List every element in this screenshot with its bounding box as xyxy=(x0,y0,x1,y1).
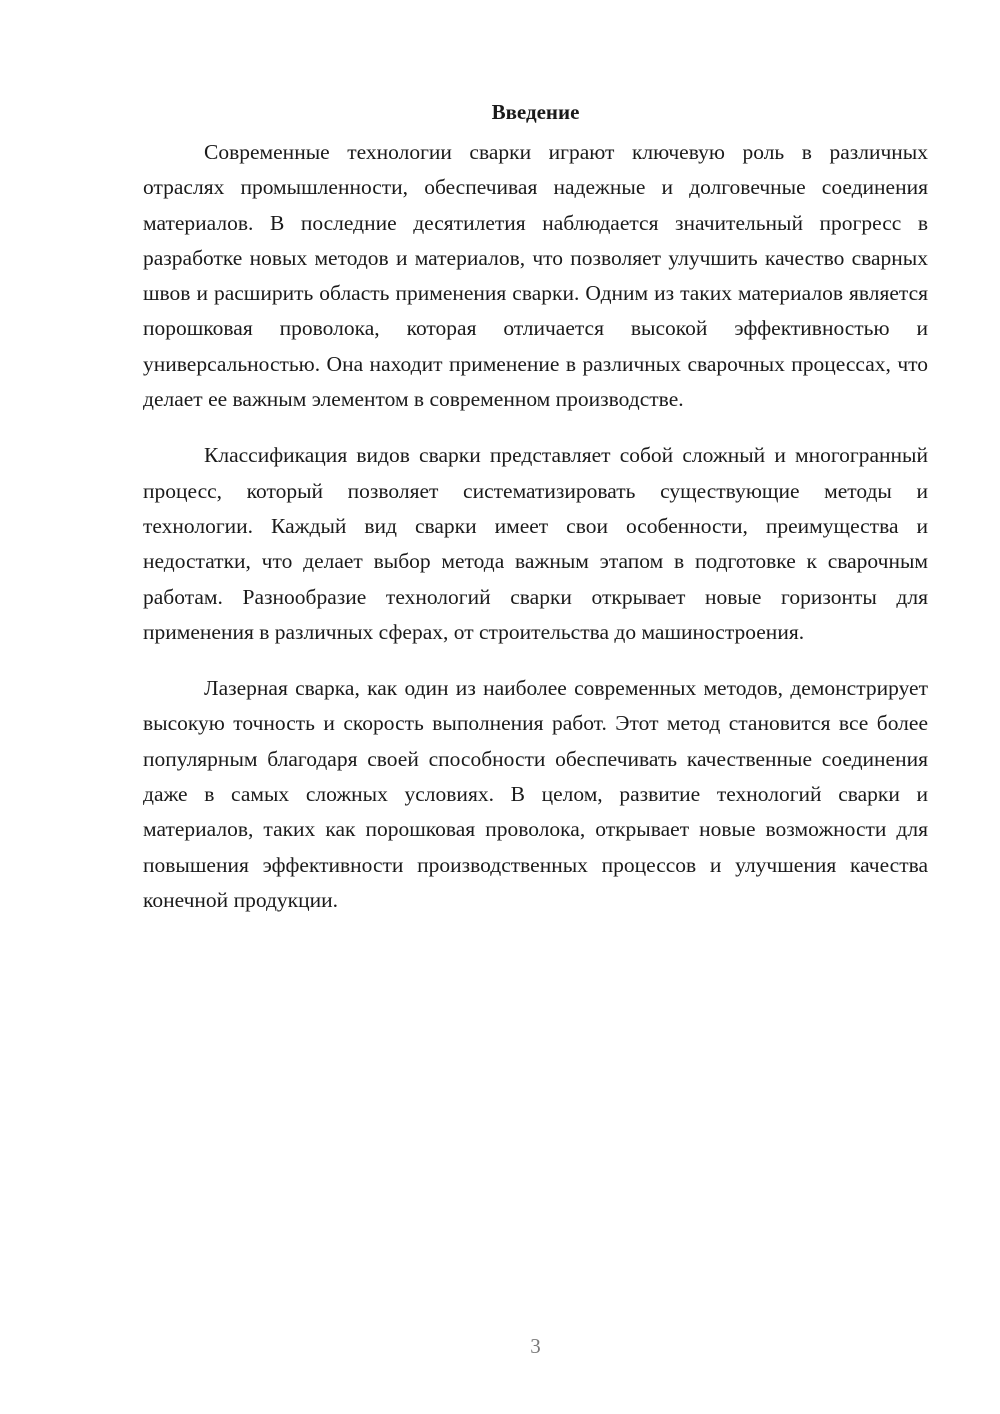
page-content xyxy=(143,95,928,918)
page-number: 3 xyxy=(530,1334,541,1358)
section-title: Введение xyxy=(491,100,580,124)
paragraph-2: Классификация видов сварки представляет собой сложный и многогранный процесс, который позволяет систематизировать существующие методы и технологии. Каждый вид сварки имеет свои особенности, преимущества и недостатки, что делает выбор метода важным этапом в подготовке к сварочным работам. Разнообразие технологий сварки открывает новые горизонты для применения в различных сферах, от строительства до машиностроения. xyxy=(143,443,928,644)
paragraph-1: Современные технологии сварки играют ключевую роль в различных отраслях промышленности, обеспечивая надежные и долговечные соединения материалов. В последние десятилетия наблюдается значительный прогресс в разработке новых методов и материалов, что позволяет улучшить качество сварных швов и расширить область применения сварки. Одним из таких материалов является порошковая проволока, которая отличается высокой эффективностью и универсальностью. Она находит применение в различных сварочных процессах, что делает ее важным элементом в современном производстве. xyxy=(143,140,928,412)
paragraph-3: Лазерная сварка, как один из наиболее современных методов, демонстрирует высокую точность и скорость выполнения работ. Этот метод становится все более популярным благодаря своей способности обеспечивать качественные соединения даже в самых сложных условиях. В целом, развитие технологий сварки и материалов, таких как порошковая проволока, открывает новые возможности для повышения эффективности производственных процессов и улучшения качества конечной продукции. xyxy=(143,676,928,912)
